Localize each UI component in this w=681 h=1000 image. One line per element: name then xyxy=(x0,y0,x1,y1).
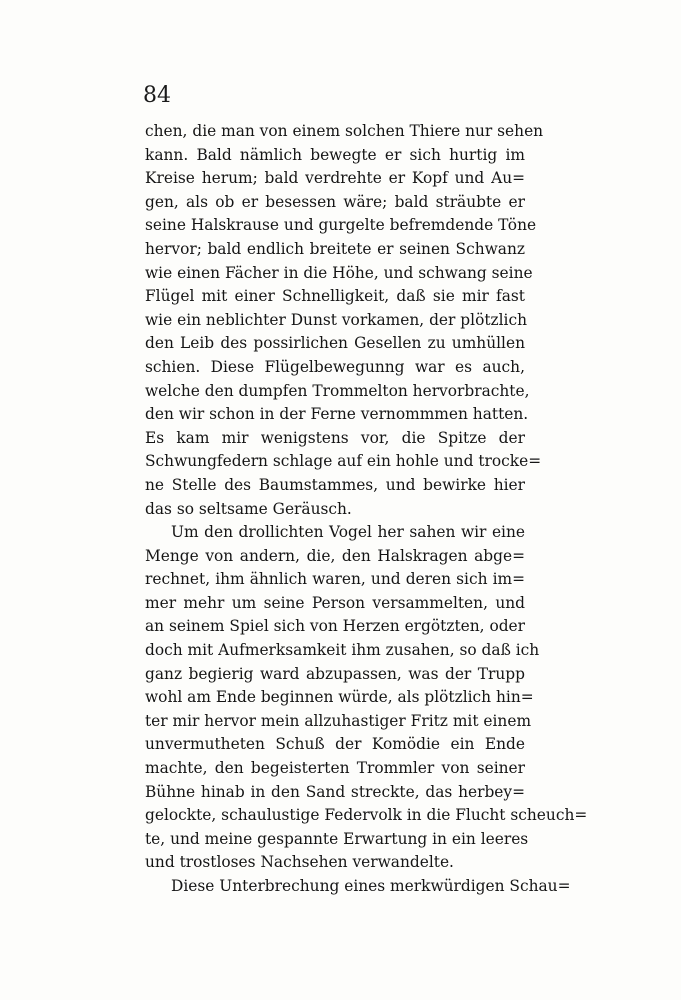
text-line: machte, den begeisterten Trommler von seiner xyxy=(145,759,525,778)
body-text xyxy=(145,120,588,899)
text-line: ne Stelle des Baumstammes, und bewirke hier xyxy=(145,475,525,494)
text-line: Diese Unterbrechung eines merkwürdigen Schau= xyxy=(171,877,571,895)
text-line: Kreise herum; bald verdrehte er Kopf und Au= xyxy=(145,169,525,188)
text-line: kann. Bald nämlich bewegte er sich hurtig im xyxy=(145,145,525,164)
text-line: den Leib des possirlichen Gesellen zu umhüllen xyxy=(145,334,525,353)
text-line: den wir schon in der Ferne vernommmen hatten. xyxy=(145,405,529,424)
text-line: wohl am Ende beginnen würde, als plötzlich hin= xyxy=(145,688,534,707)
text-line: das so seltsame Geräusch. xyxy=(145,499,352,518)
paragraph xyxy=(145,120,544,521)
text-line: Bühne hinab in den Sand streckte, das herbey= xyxy=(145,782,525,801)
text-line: gen, als ob er besessen wäre; bald sträubte er xyxy=(145,192,525,211)
text-line: Es kam mir wenigstens vor, die Spitze der xyxy=(145,428,525,447)
text-line: Um den drollichten Vogel her sahen wir eine xyxy=(171,523,525,542)
text-line: Menge von andern, die, den Halskragen abge= xyxy=(145,546,525,565)
text-line: Flügel mit einer Schnelligkeit, daß sie mir fast xyxy=(145,287,525,306)
text-line: gelockte, schaulustige Federvolk in die Flucht scheuch= xyxy=(145,806,588,825)
text-line: schien. Diese Flügelbewegunng war es auch, xyxy=(145,357,525,376)
text-line: chen, die man von einem solchen Thiere nur sehen xyxy=(145,122,544,140)
paragraph xyxy=(145,875,571,899)
text-line: seine Halskrause und gurgelte befremdende Töne xyxy=(145,216,537,235)
text-line: und trostloses Nachsehen verwandelte. xyxy=(145,853,454,872)
text-line: te, und meine gespannte Erwartung in ein leeres xyxy=(145,829,529,848)
text-line: wie ein neblichter Dunst vorkamen, der plötzlich xyxy=(145,310,528,329)
paragraph xyxy=(145,521,588,875)
text-line: Schwungfedern schlage auf ein hohle und trocke= xyxy=(145,452,542,471)
text-line: ter mir hervor mein allzuhastiger Fritz mit einem xyxy=(145,711,532,730)
text-line: wie einen Fächer in die Höhe, und schwang seine xyxy=(145,263,533,282)
text-line: hervor; bald endlich breitete er seinen Schwanz xyxy=(145,239,525,258)
text-line: doch mit Aufmerksamkeit ihm zusahen, so daß ich xyxy=(145,641,540,660)
text-line: an seinem Spiel sich von Herzen ergötzten, oder xyxy=(145,617,526,636)
text-line: ganz begierig ward abzupassen, was der Trupp xyxy=(145,664,525,683)
text-line: mer mehr um seine Person versammelten, und xyxy=(145,593,525,612)
text-line: welche den dumpfen Trommelton hervorbrachte, xyxy=(145,381,530,400)
text-line: unvermutheten Schuß der Komödie ein Ende xyxy=(145,735,525,754)
text-line: rechnet, ihm ähnlich waren, und deren sich im= xyxy=(145,570,525,589)
page-number: 84 xyxy=(143,83,171,108)
